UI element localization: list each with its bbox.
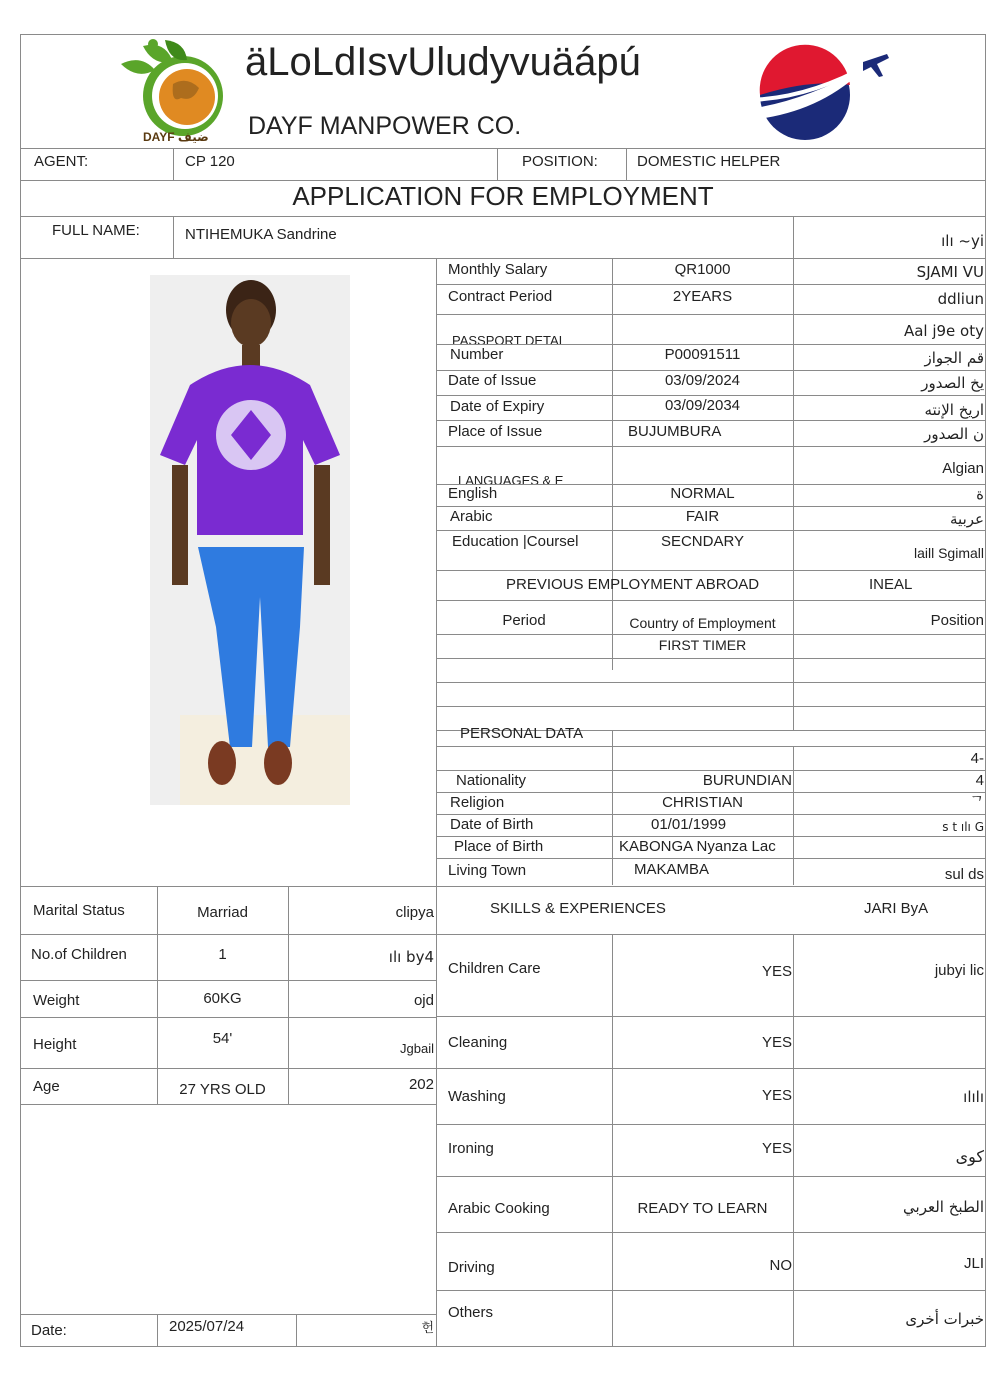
passport-heading: PASSPORT DETAI (452, 333, 563, 344)
weight-arabic: ojd (413, 992, 434, 1009)
living-town-label: Living Town (448, 862, 527, 879)
agent-value: CP 120 (185, 153, 235, 170)
pob-value: KABONGA Nyanza Lac (619, 838, 776, 855)
education-arabic: laill Sgimall (913, 545, 984, 561)
col-country: Country of Employment (629, 615, 776, 631)
washing-arabic: ılılı (963, 1088, 984, 1106)
company-script-title: äLoLdIsvUludyvuäápú (245, 40, 641, 84)
ironing-arabic: كوى (955, 1147, 984, 1166)
cooking-label: Arabic Cooking (448, 1200, 550, 1217)
religion-arabic: ᄀ (969, 794, 984, 812)
children-label: No.of Children (31, 946, 127, 963)
height-arabic: Jgbail (400, 1041, 434, 1056)
children-arabic: ılı by4 (388, 948, 434, 966)
passport-number-label: Number (450, 346, 504, 363)
height-label: Height (33, 1036, 77, 1053)
languages-heading-arabic: Algian (942, 460, 984, 477)
issue-date-label: Date of Issue (448, 372, 537, 389)
living-town-value: MAKAMBA (634, 861, 710, 878)
col-period: Period (502, 612, 546, 629)
position-value: DOMESTIC HELPER (637, 153, 781, 170)
english-value: NORMAL (670, 485, 735, 502)
nationality-arabic: 4 (975, 772, 984, 789)
english-label: English (448, 485, 498, 502)
previous-employment-heading: PREVIOUS EMPLOYMENT ABROAD (506, 576, 760, 593)
languages-heading: LANGUAGES & E (458, 473, 564, 484)
marital-arabic: clipya (395, 904, 434, 921)
personal-extra: 4- (970, 750, 984, 767)
washing-label: Washing (448, 1088, 506, 1105)
dob-label: Date of Birth (450, 816, 534, 833)
washing-value: YES (761, 1087, 792, 1104)
date-label: Date: (31, 1322, 67, 1339)
fullname-arabic: ılı ~yi (941, 232, 984, 250)
cleaning-label: Cleaning (448, 1034, 508, 1051)
driving-label: Driving (448, 1259, 495, 1276)
first-timer: FIRST TIMER (658, 637, 747, 653)
issue-date-arabic: يخ الصدور (921, 374, 984, 392)
issue-place-label: Place of Issue (448, 423, 543, 440)
date-arabic: 헌 (421, 1321, 434, 1336)
education-label: Education |Coursel (452, 533, 579, 550)
education-value: SECNDARY (660, 533, 745, 550)
childcare-arabic: jubyi lic (934, 962, 984, 979)
others-label: Others (448, 1304, 494, 1321)
english-arabic: ة (976, 485, 984, 503)
fullname-value: NTIHEMUKA Sandrine (185, 226, 337, 243)
ironing-value: YES (761, 1140, 792, 1157)
marital-value: Marriad (197, 904, 248, 921)
pob-label: Place of Birth (454, 838, 544, 855)
nationality-value: BURUNDIAN (702, 772, 792, 789)
others-arabic: خبرات أخرى (905, 1310, 984, 1328)
driving-arabic: JLI (963, 1255, 984, 1272)
issue-date-value: 03/09/2024 (664, 372, 741, 389)
contract-period-value: 2YEARS (672, 288, 733, 305)
applicant-photo (150, 275, 350, 805)
position-label: POSITION: (522, 153, 598, 170)
dob-value: 01/01/1999 (651, 816, 727, 833)
weight-value: 60KG (203, 990, 242, 1007)
date-value: 2025/07/24 (169, 1318, 245, 1335)
contract-period-arabic: ddliun (937, 290, 984, 308)
airline-logo (745, 40, 895, 140)
marital-label: Marital Status (33, 902, 125, 919)
cooking-value: READY TO LEARN (637, 1200, 768, 1217)
living-town-arabic: sul ds (944, 866, 984, 883)
religion-value: CHRISTIAN (662, 794, 743, 811)
arabic-arabic: عربية (950, 510, 984, 528)
salary-label: Monthly Salary (448, 261, 548, 278)
childcare-label: Children Care (448, 960, 541, 977)
passport-number-value: P00091511 (664, 346, 741, 363)
cooking-arabic: الطبخ العربي (903, 1198, 984, 1216)
children-value: 1 (218, 946, 227, 963)
expiry-date-value: 03/09/2034 (664, 397, 741, 414)
personal-heading: PERSONAL DATA (460, 725, 584, 742)
age-label: Age (33, 1078, 60, 1095)
skills-heading: SKILLS & EXPERIENCES (490, 900, 666, 917)
skills-heading-right: JARI ByA (864, 900, 929, 917)
religion-label: Religion (450, 794, 505, 811)
form-title: APPLICATION FOR EMPLOYMENT (292, 181, 714, 211)
expiry-date-label: Date of Expiry (450, 398, 545, 415)
col-position: Position (930, 612, 984, 629)
driving-value: NO (769, 1257, 792, 1274)
salary-value: QR1000 (674, 261, 731, 278)
nationality-label: Nationality (456, 772, 527, 789)
arabic-value: FAIR (685, 508, 720, 525)
expiry-date-arabic: اريخ الإنته (924, 401, 984, 419)
cleaning-value: YES (761, 1034, 792, 1051)
agent-label: AGENT: (34, 153, 89, 170)
weight-label: Weight (33, 992, 80, 1009)
logo-caption: DAYF ضيف (143, 130, 209, 144)
age-arabic: 202 (408, 1076, 434, 1093)
contract-period-label: Contract Period (448, 288, 553, 305)
company-name: DAYF MANPOWER CO. (248, 112, 522, 140)
height-value: 54' (212, 1030, 233, 1047)
issue-place-value: BUJUMBURA (628, 423, 722, 440)
dob-arabic: s t ılı G (942, 820, 984, 834)
passport-number-arabic: قم الجواز (924, 349, 984, 367)
issue-place-arabic: ن الصدور (924, 425, 984, 443)
passport-heading-arabic: Aal j9e oty (903, 322, 984, 340)
salary-arabic: SJAMI VU (916, 263, 984, 281)
company-logo (113, 34, 231, 146)
previous-employment-heading-right: INEAL (869, 576, 913, 593)
fullname-label: FULL NAME: (52, 222, 140, 239)
ironing-label: Ironing (448, 1140, 494, 1157)
childcare-value: YES (761, 963, 792, 980)
age-value: 27 YRS OLD (179, 1081, 266, 1098)
arabic-label: Arabic (450, 508, 493, 525)
